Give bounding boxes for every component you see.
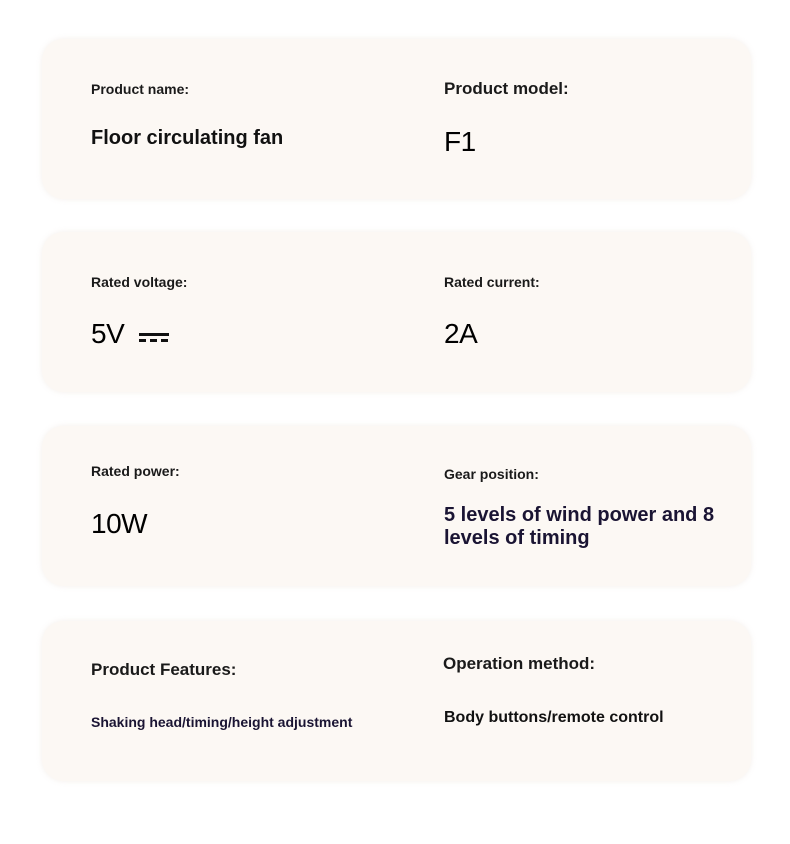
operation-method-value: Body buttons/remote control (444, 709, 664, 726)
dc-current-icon (139, 331, 169, 343)
spec-card-electrical (42, 232, 751, 392)
gear-position-value: 5 levels of wind power and 8 levels of timing (444, 504, 715, 549)
rated-voltage-value: 5V (91, 318, 125, 349)
product-features-label: Product Features: (91, 660, 237, 679)
operation-method-label: Operation method: (443, 654, 596, 673)
rated-power-label: Rated power: (91, 463, 180, 479)
product-name-value: Floor circulating fan (91, 127, 284, 149)
spec-card-power (42, 426, 751, 586)
rated-current-label: Rated current: (444, 274, 540, 290)
spec-card-features (42, 621, 751, 781)
rated-voltage-label: Rated voltage: (91, 274, 188, 290)
product-features-value: Shaking head/timing/height adjustment (91, 714, 353, 730)
product-model-label: Product model: (444, 79, 569, 98)
rated-power-value: 10W (91, 508, 148, 539)
product-model-value: F1 (444, 126, 476, 157)
product-name-label: Product name: (91, 81, 190, 97)
gear-position-label: Gear position: (444, 466, 539, 482)
rated-voltage-field (91, 318, 169, 350)
rated-current-value: 2A (444, 318, 478, 349)
spec-card-product (42, 39, 751, 199)
